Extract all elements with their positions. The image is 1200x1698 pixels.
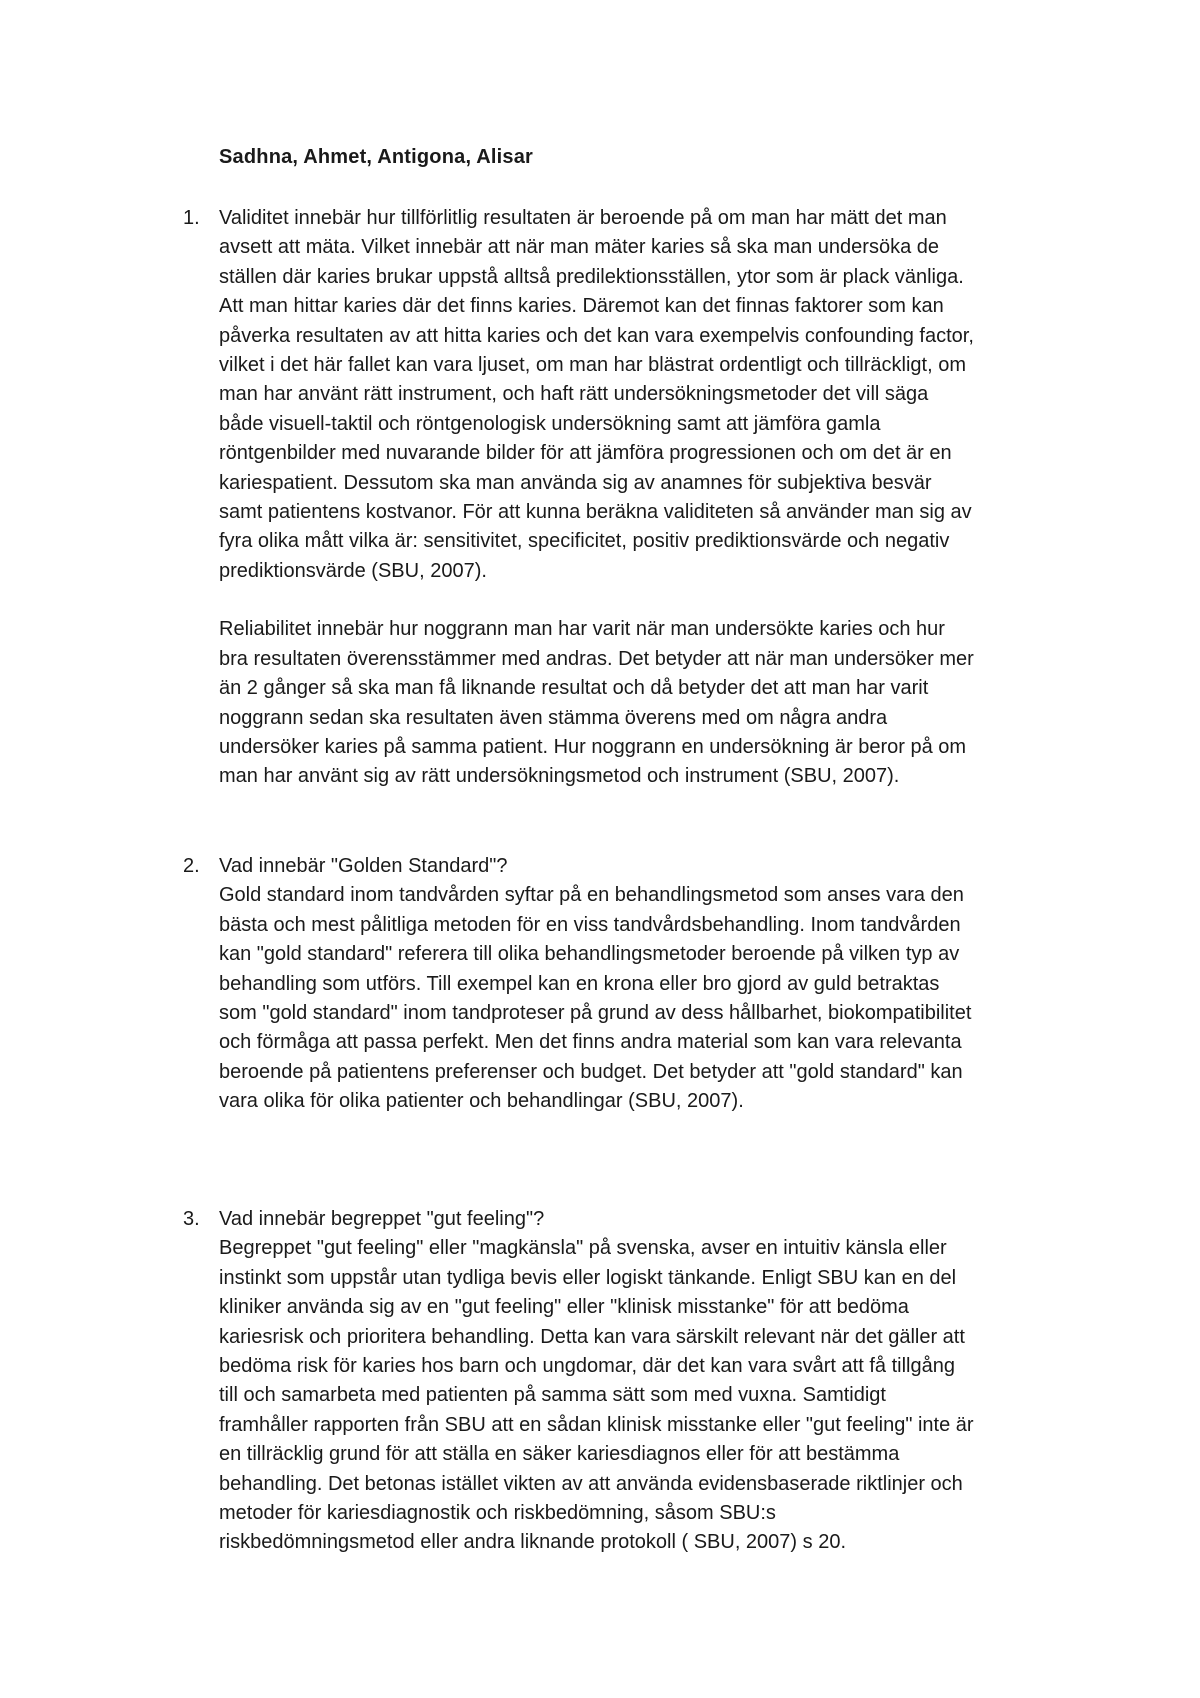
text-line: samt patientens kostvanor. För att kunna beräkna validiteten så använder man sig av <box>219 500 972 523</box>
text-line: behandling. Det betonas istället vikten av att använda evidensbaserade riktlinjer och <box>219 1472 963 1495</box>
text-line: Reliabilitet innebär hur noggrann man har varit när man undersökte karies och hur <box>219 618 945 641</box>
text-line: bra resultaten överensstämmer med andras. Det betyder att när man undersöker mer <box>219 647 974 670</box>
list-item-text <box>219 1205 974 1558</box>
text-line: kariesrisk och prioritera behandling. Detta kan vara särskilt relevant när det gäller att <box>219 1325 965 1348</box>
paragraph-gap <box>219 586 974 615</box>
text-line: framhåller rapporten från SBU att en sådan klinisk misstanke eller "gut feeling" inte är <box>219 1413 974 1436</box>
list-number: 3. <box>183 1208 200 1230</box>
text-line: behandling som utförs. Till exempel kan en krona eller bro gjord av guld betraktas <box>219 972 940 995</box>
text-line: Vad innebär begreppet "gut feeling"? <box>219 1208 545 1230</box>
text-line: noggrann sedan ska resultaten även stämma överens med om några andra <box>219 706 888 729</box>
text-line: och förmåga att passa perfekt. Men det finns andra material som kan vara relevanta <box>219 1031 962 1054</box>
list-item-text <box>219 852 971 1117</box>
text-line: prediktionsvärde (SBU, 2007). <box>219 559 487 582</box>
text-line: än 2 gånger så ska man få liknande resultat och då betyder det att man har varit <box>219 677 929 700</box>
text-line: både visuell-taktil och röntgenologisk undersökning samt att jämföra gamla <box>219 412 881 435</box>
text-line: instinkt som uppstår utan tydliga bevis eller logiskt tänkande. Enligt SBU kan en del <box>219 1266 957 1289</box>
text-line: fyra olika mått vilka är: sensitivitet, specificitet, positiv prediktionsvärde och negativ <box>219 530 950 553</box>
text-line: en tillräcklig grund för att ställa en säker kariesdiagnos eller för att bestämma <box>219 1443 900 1466</box>
text-line: beroende på patientens preferenser och budget. Det betyder att "gold standard" kan <box>219 1060 963 1083</box>
text-line: vilket i det här fallet kan vara ljuset, om man har blästrat ordentligt och tillräckligt, om <box>219 353 966 376</box>
text-line: undersöker karies på samma patient. Hur noggrann en undersökning är beror på om <box>219 736 967 759</box>
text-line: ställen där karies brukar uppstå alltså predilektionsställen, ytor som är plack vänliga. <box>219 265 964 288</box>
text-line: riskbedömningsmetod eller andra liknande protokoll ( SBU, 2007) s 20. <box>219 1531 847 1554</box>
text-line: avsett att mäta. Vilket innebär att när man mäter karies så ska man undersöka de <box>219 236 939 259</box>
text-line: Validitet innebär hur tillförlitlig resultaten är beroende på om man har mätt det man <box>219 207 947 229</box>
text-line: man har använt rätt instrument, och haft rätt undersökningsmetoder det vill säga <box>219 383 929 406</box>
list-number: 2. <box>183 855 200 877</box>
text-line: påverka resultaten av att hitta karies och det kan vara exempelvis confounding factor, <box>219 324 974 347</box>
text-line: metoder för kariesdiagnostik och riskbedömning, såsom SBU:s <box>219 1501 776 1524</box>
text-line: Begreppet "gut feeling" eller "magkänsla" på svenska, avser en intuitiv känsla eller <box>219 1237 947 1260</box>
text-line: bästa och mest pålitliga metoden för en viss tandvårdsbehandling. Inom tandvården <box>219 913 961 936</box>
list-number: 1. <box>183 207 200 229</box>
text-line: Vad innebär "Golden Standard"? <box>219 855 508 877</box>
text-line: vara olika för olika patienter och behandlingar (SBU, 2007). <box>219 1090 744 1113</box>
text-line: kliniker använda sig av en "gut feeling" eller "klinisk misstanke" för att bedöma <box>219 1296 909 1319</box>
text-line: till och samarbeta med patienten på samma sätt som med vuxna. Samtidigt <box>219 1384 886 1407</box>
list-item-text <box>219 204 974 792</box>
author-names: Sadhna, Ahmet, Antigona, Alisar <box>219 146 534 168</box>
text-line: man har använt sig av rätt undersökningsmetod och instrument (SBU, 2007). <box>219 765 900 788</box>
text-line: Gold standard inom tandvården syftar på en behandlingsmetod som anses vara den <box>219 884 964 907</box>
text-line: röntgenbilder med nuvarande bilder för att jämföra progressionen och om det är en <box>219 442 952 465</box>
text-line: kan "gold standard" referera till olika behandlingsmetoder beroende på vilken typ av <box>219 943 960 966</box>
text-line: kariespatient. Dessutom ska man använda sig av anamnes för subjektiva besvär <box>219 471 932 494</box>
text-line: som "gold standard" inom tandproteser på grund av dess hållbarhet, biokompatibilitet <box>219 1001 972 1024</box>
text-line: bedöma risk för karies hos barn och ungdomar, där det kan vara svårt att få tillgång <box>219 1354 955 1377</box>
text-line: Att man hittar karies där det finns karies. Däremot kan det finnas faktorer som kan <box>219 295 944 318</box>
